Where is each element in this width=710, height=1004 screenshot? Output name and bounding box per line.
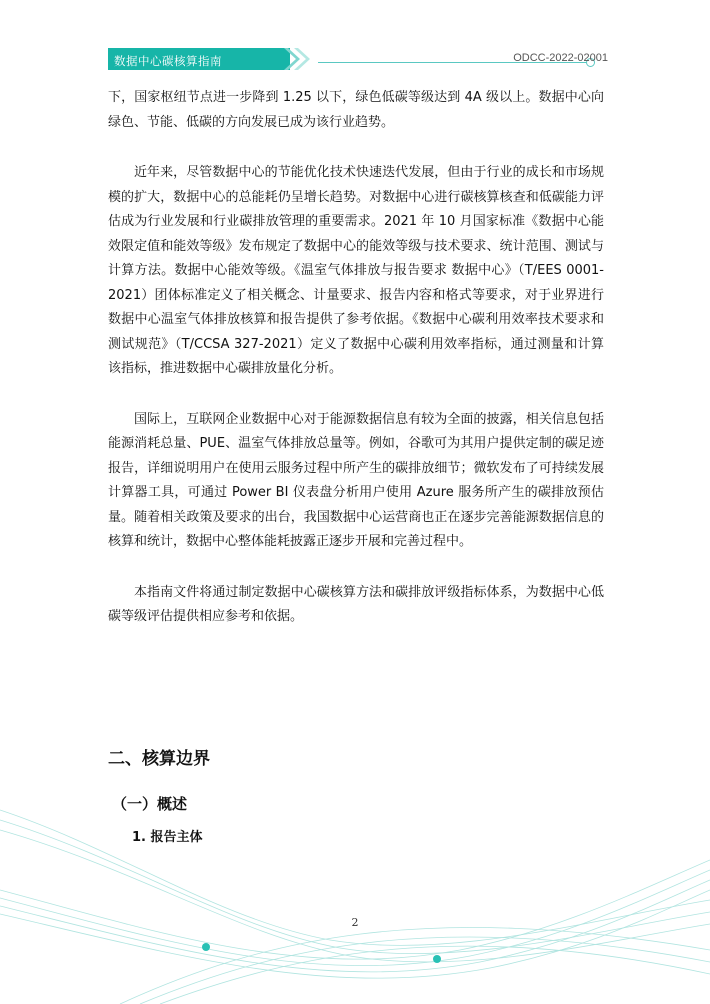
page-header <box>108 46 608 72</box>
paragraph: 近年来，尽管数据中心的节能优化技术快速迭代发展，但由于行业的成长和市场规模的扩大，数据中心的总能耗仍呈增长趋势。对数据中心进行碳核算核查和低碳能力评估成为行业发展和行业碳排放管理的重要需求。2021 年 10 月国家标准《数据中心能效限定值和能效等级》发布规定了数据中心的能效等级与技术要求、统计范围、测试与计算方法。数据中心能效等级。《温室气体排放与报告要求 数据中心》（T/EES 0001-2021）团体标准定义了相关概念、计量要求、报告内容和格式等要求，对于业界进行数据中心温室气体排放核算和报告提供了参考依据。《数据中心碳利用效率技术要求和测试规范》（T/CCSA 327-2021）定义了数据中心碳利用效率指标，通过测量和计算该指标，推进数据中心碳排放量化分析。 <box>108 165 604 376</box>
body-text <box>108 86 604 630</box>
paragraph-continued: 下，国家枢纽节点进一步降到 1.25 以下，绿色低碳等级达到 4A 级以上。数据中心向绿色、节能、低碳的方向发展已成为该行业趋势。 <box>108 90 604 130</box>
header-tab <box>108 48 290 70</box>
page-number: 2 <box>351 916 359 929</box>
chevron-arrows-icon <box>276 48 320 70</box>
section-heading: 二、核算边界 <box>108 749 210 769</box>
decorative-wave-lines <box>0 780 710 1004</box>
subsection-heading: （一）概述 <box>112 795 188 813</box>
paragraph: 本指南文件将通过制定数据中心碳核算方法和碳排放评级指标体系，为数据中心低碳等级评估提供相应参考和依据。 <box>108 584 604 624</box>
paragraph: 国际上，互联网企业数据中心对于能源数据信息有较为全面的披露，相关信息包括能源消耗总量、PUE、温室气体排放总量等。例如，谷歌可为其用户提供定制的碳足迹报告，详细说明用户在使用云服务过程中所产生的碳排放细节；微软发布了可持续发展计算器工具，可通过 Power BI 仪表盘分析用户使用 Azure 服务所产生的碳排放预估量。随着相关政策及要求的出台，我国数据中心运营商也正在逐步完善能源数据信息的核算和统计，数据中心整体能耗披露正逐步开展和完善过程中。 <box>108 411 604 549</box>
header-title: 数据中心碳核算指南 <box>114 54 222 68</box>
document-code: ODCC-2022-02001 <box>513 52 608 64</box>
item-heading: 1. 报告主体 <box>132 830 203 845</box>
